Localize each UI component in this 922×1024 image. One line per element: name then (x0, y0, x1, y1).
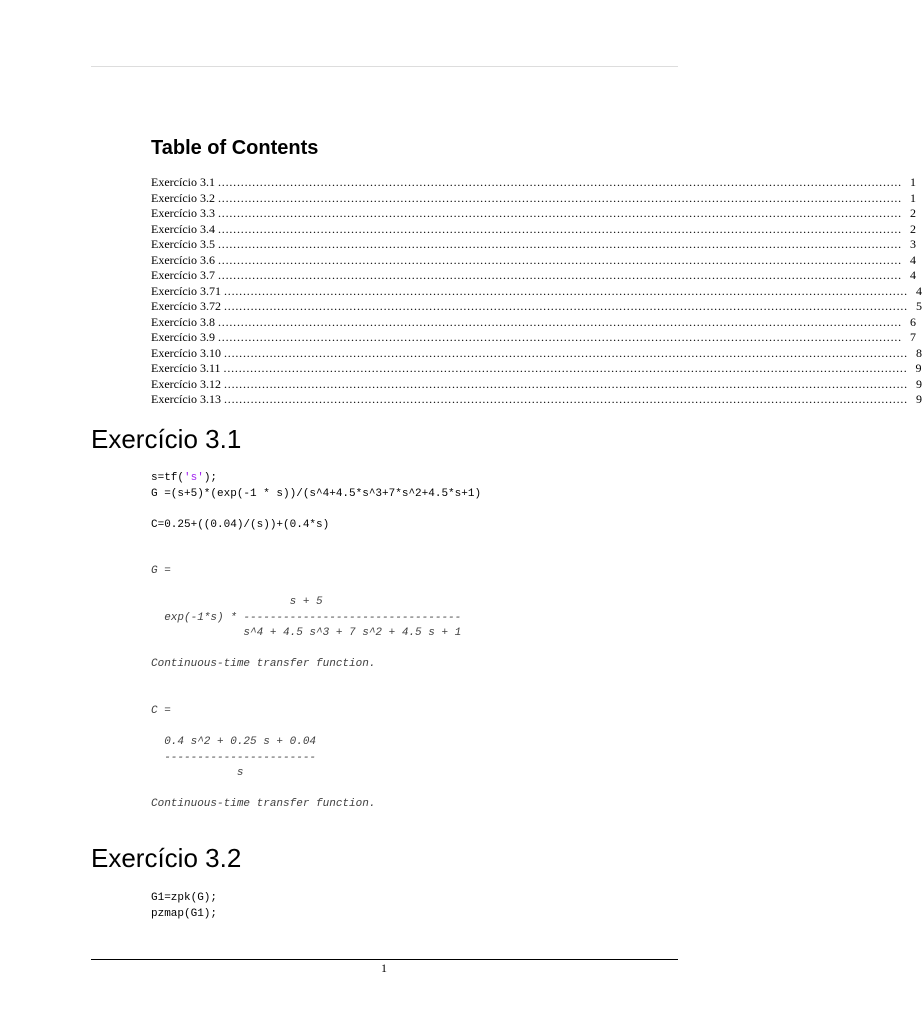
toc-entry-page: 9 (915, 392, 922, 406)
toc-leader-dots: .................................................................................................................................................................................... (217, 206, 902, 220)
toc-entry[interactable] (151, 190, 916, 207)
toc-entry-label: Exercício 3.10 (151, 345, 221, 360)
toc-entry-page: 9 (915, 361, 922, 375)
toc-leader-dots: .................................................................................................................................................................................... (217, 190, 902, 205)
output-block-g: G = s + 5 exp(-1*s) * --------------------------------- s^4 + 4.5 s^3 + 7 s^2 + 4.5 s + 1 Continuous-time transfer function. (151, 565, 462, 670)
toc-entry[interactable] (151, 252, 916, 269)
toc-entry-page: 8 (915, 345, 922, 360)
toc-entry-label: Exercício 3.8 (151, 314, 215, 329)
toc-leader-dots: .................................................................................................................................................................................... (217, 175, 902, 189)
toc-leader-dots: .................................................................................................................................................................................... (223, 376, 908, 391)
toc-leader-dots: .................................................................................................................................................................................... (223, 361, 908, 375)
toc-entry-label: Exercício 3.7 (151, 268, 215, 282)
toc-leader-dots: .................................................................................................................................................................................... (217, 252, 902, 267)
toc-entry-page: 7 (909, 330, 916, 344)
toc-entry-page: 2 (909, 206, 916, 220)
code-line: s=tf( (151, 472, 185, 484)
section-heading-3-2: Exercício 3.2 (91, 843, 242, 873)
toc-entry-page: 5 (915, 299, 922, 313)
toc-entry[interactable] (151, 283, 922, 300)
toc-entry-page: 4 (909, 268, 916, 282)
toc-leader-dots: .................................................................................................................................................................................... (217, 268, 902, 282)
toc-entry-label: Exercício 3.1 (151, 175, 215, 189)
toc-leader-dots: .................................................................................................................................................................................... (217, 314, 902, 329)
toc-entry[interactable] (151, 392, 922, 408)
toc-entry-label: Exercício 3.72 (151, 299, 221, 313)
toc-entry[interactable] (151, 376, 922, 393)
toc-entry[interactable] (151, 268, 916, 284)
header-rule (91, 66, 678, 67)
toc-entry[interactable] (151, 330, 916, 346)
toc-entry-page: 9 (915, 376, 922, 391)
toc-entry-label: Exercício 3.11 (151, 361, 221, 375)
toc-entry-page: 4 (915, 283, 922, 298)
toc-entry-page: 4 (909, 252, 916, 267)
toc-leader-dots: .................................................................................................................................................................................... (223, 283, 908, 298)
code-line: C=0.25+((0.04)/(s))+(0.4*s) (151, 518, 330, 531)
toc-entry-label: Exercício 3.2 (151, 190, 215, 205)
toc-entry-page: 3 (909, 237, 916, 251)
code-string-literal: 's' (184, 472, 204, 484)
toc-title: Table of Contents (151, 137, 319, 159)
toc-entry[interactable] (151, 206, 916, 222)
toc-leader-dots: .................................................................................................................................................................................... (217, 221, 902, 236)
output-block-c: C = 0.4 s^2 + 0.25 s + 0.04 ----------------------- s Continuous-time transfer function. (151, 705, 376, 810)
code-line: G =(s+5)*(exp(-1 * s))/(s^4+4.5*s^3+7*s^2+4.5*s+1) (151, 487, 482, 500)
toc-entry[interactable] (151, 221, 916, 238)
toc-entry[interactable] (151, 237, 916, 253)
toc-entry-page: 6 (909, 314, 916, 329)
code-block-3-1 (151, 471, 481, 533)
toc-entry-label: Exercício 3.13 (151, 392, 221, 406)
page-number: 1 (381, 961, 387, 975)
toc-entry-label: Exercício 3.6 (151, 252, 215, 267)
toc-entry-page: 1 (909, 175, 916, 189)
section-heading-3-1: Exercício 3.1 (91, 424, 242, 454)
table-of-contents (151, 175, 922, 408)
toc-leader-dots: .................................................................................................................................................................................... (217, 330, 902, 344)
toc-entry-label: Exercício 3.12 (151, 376, 221, 391)
toc-entry-page: 1 (909, 190, 916, 205)
toc-leader-dots: .................................................................................................................................................................................... (217, 237, 902, 251)
toc-entry[interactable] (151, 345, 922, 362)
toc-leader-dots: .................................................................................................................................................................................... (223, 345, 908, 360)
toc-leader-dots: .................................................................................................................................................................................... (223, 392, 908, 406)
toc-entry-label: Exercício 3.5 (151, 237, 215, 251)
toc-entry[interactable] (151, 361, 922, 377)
code-line: ); (203, 472, 218, 484)
toc-entry-label: Exercício 3.71 (151, 283, 221, 298)
toc-entry-label: Exercício 3.3 (151, 206, 215, 220)
toc-entry-label: Exercício 3.4 (151, 221, 215, 236)
toc-entry[interactable] (151, 299, 922, 315)
code-block-3-2: G1=zpk(G); pzmap(G1); (151, 892, 218, 920)
toc-entry[interactable] (151, 314, 916, 331)
toc-leader-dots: .................................................................................................................................................................................... (223, 299, 908, 313)
toc-entry-page: 2 (909, 221, 916, 236)
toc-entry-label: Exercício 3.9 (151, 330, 215, 344)
toc-entry[interactable] (151, 175, 916, 191)
